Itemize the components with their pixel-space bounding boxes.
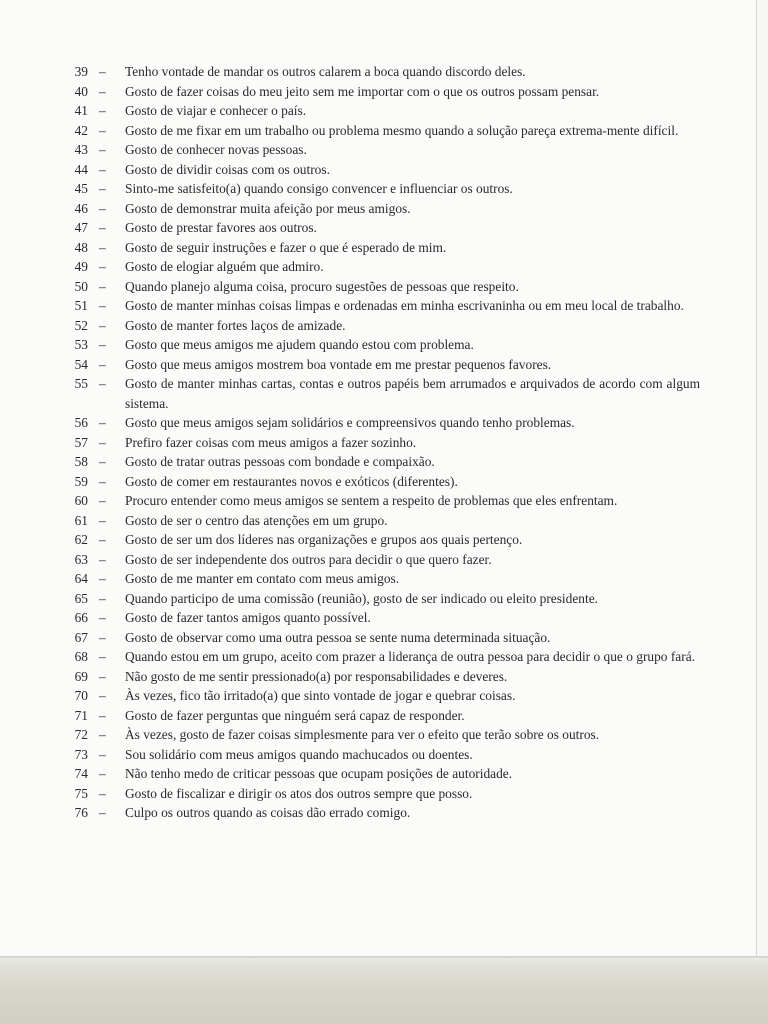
item-dash: – <box>99 493 106 508</box>
item-dash: – <box>99 454 106 469</box>
item-number: 45 <box>74 181 88 196</box>
item-dash: – <box>99 142 106 157</box>
list-item <box>0 433 700 453</box>
list-item <box>0 784 700 804</box>
item-text: Gosto de ser o centro das atenções em um grupo. <box>125 512 388 528</box>
item-dash: – <box>99 512 106 528</box>
item-number: 72 <box>74 727 88 742</box>
list-item <box>0 803 700 823</box>
item-number: 47 <box>74 220 88 235</box>
item-number: 66 <box>74 610 88 625</box>
item-text: Sou solidário com meus amigos quando machucados ou doentes. <box>125 746 473 762</box>
item-text: Gosto de fazer tantos amigos quanto possível. <box>125 610 371 625</box>
item-number: 62 <box>74 532 88 547</box>
item-dash: – <box>99 298 106 313</box>
list-item <box>0 491 700 511</box>
item-text: Gosto de seguir instruções e fazer o que é esperado de mim. <box>125 239 447 255</box>
scanner-background <box>0 958 768 1024</box>
list-item <box>0 355 700 375</box>
item-dash: – <box>99 356 106 372</box>
item-dash: – <box>99 571 106 586</box>
list-item <box>0 218 700 238</box>
item-number: 52 <box>74 317 88 333</box>
item-text: Sinto-me satisfeito(a) quando consigo convencer e influenciar os outros. <box>125 181 513 196</box>
item-dash: – <box>99 610 106 625</box>
item-text: Culpo os outros quando as coisas dão errado comigo. <box>125 805 411 820</box>
list-item <box>0 238 700 258</box>
item-number: 70 <box>74 688 88 703</box>
list-item <box>0 764 700 784</box>
item-text: Gosto de elogiar alguém que admiro. <box>125 259 324 274</box>
item-number: 55 <box>74 376 88 391</box>
list-item <box>0 335 700 355</box>
item-number: 61 <box>74 512 88 528</box>
list-item <box>0 706 700 726</box>
item-dash: – <box>99 83 106 99</box>
list-item <box>0 62 700 82</box>
item-number: 67 <box>74 629 88 645</box>
item-text: Quando planejo alguma coisa, procuro sugestões de pessoas que respeito. <box>125 278 519 294</box>
item-dash: – <box>99 688 106 703</box>
item-text: Prefiro fazer coisas com meus amigos a fazer sozinho. <box>125 434 417 450</box>
item-text: Gosto de ser independente dos outros para decidir o que quero fazer. <box>125 551 492 567</box>
list-item <box>0 725 700 745</box>
item-number: 76 <box>74 805 88 820</box>
item-text: Procuro entender como meus amigos se sentem a respeito de problemas que eles enfrentam. <box>125 493 618 508</box>
item-dash: – <box>99 668 106 684</box>
list-item <box>0 199 700 219</box>
item-dash: – <box>99 181 106 196</box>
item-dash: – <box>99 161 106 177</box>
list-item <box>0 160 700 180</box>
item-number: 60 <box>74 493 88 508</box>
item-dash: – <box>99 629 106 645</box>
list-item <box>0 530 700 550</box>
list-item <box>0 121 700 141</box>
list-item <box>0 140 700 160</box>
list-item <box>0 316 700 336</box>
item-dash: – <box>99 122 106 138</box>
item-dash: – <box>99 805 106 820</box>
item-number: 51 <box>74 298 88 313</box>
item-text: Gosto de dividir coisas com os outros. <box>125 161 330 177</box>
item-dash: – <box>99 473 106 489</box>
item-number: 65 <box>74 590 88 606</box>
item-dash: – <box>99 551 106 567</box>
list-item <box>0 257 700 277</box>
item-dash: – <box>99 376 106 391</box>
item-text: Gosto de fazer coisas do meu jeito sem me importar com o que os outros possam pensar. <box>125 83 600 99</box>
item-dash: – <box>99 337 106 352</box>
item-dash: – <box>99 64 106 79</box>
item-text: Gosto de manter minhas coisas limpas e ordenadas em minha escrivaninha ou em meu local de trabalho. <box>125 298 684 313</box>
list-item <box>0 101 700 121</box>
item-text: Gosto de manter fortes laços de amizade. <box>125 317 346 333</box>
item-number: 68 <box>74 649 88 664</box>
item-text: Às vezes, fico tão irritado(a) que sinto vontade de jogar e quebrar coisas. <box>125 688 516 703</box>
item-text: Gosto que meus amigos mostrem boa vontade em me prestar pequenos favores. <box>125 356 552 372</box>
item-number: 75 <box>74 785 88 801</box>
item-number: 53 <box>74 337 88 352</box>
item-number: 74 <box>74 766 88 781</box>
item-number: 50 <box>74 278 88 294</box>
item-number: 39 <box>74 64 88 79</box>
item-dash: – <box>99 746 106 762</box>
list-item <box>0 628 700 648</box>
list-item <box>0 472 700 492</box>
item-number: 49 <box>74 259 88 274</box>
list-item <box>0 745 700 765</box>
item-text: Gosto de me fixar em um trabalho ou problema mesmo quando a solução pareça extrema-mente difícil. <box>125 122 679 138</box>
item-number: 41 <box>74 103 88 118</box>
item-dash: – <box>99 239 106 255</box>
item-dash: – <box>99 259 106 274</box>
item-dash: – <box>99 766 106 781</box>
item-dash: – <box>99 590 106 606</box>
list-item <box>0 82 700 102</box>
list-item <box>0 686 700 706</box>
list-item <box>0 413 700 433</box>
item-number: 59 <box>74 473 88 489</box>
item-number: 46 <box>74 200 88 216</box>
item-number: 48 <box>74 239 88 255</box>
item-dash: – <box>99 434 106 450</box>
item-text: Gosto de ser um dos líderes nas organizações e grupos aos quais pertenço. <box>125 532 523 547</box>
item-text: Gosto de manter minhas cartas, contas e outros papéis bem arrumados e arquivados de acordo com algum sistema. <box>125 376 700 411</box>
list-item <box>0 647 700 667</box>
item-number: 63 <box>74 551 88 567</box>
item-text: Gosto de conhecer novas pessoas. <box>125 142 307 157</box>
list-item <box>0 277 700 297</box>
item-number: 64 <box>74 571 88 586</box>
item-number: 54 <box>74 356 88 372</box>
item-dash: – <box>99 649 106 664</box>
item-dash: – <box>99 532 106 547</box>
list-item <box>0 667 700 687</box>
item-number: 71 <box>74 707 88 723</box>
list-item <box>0 179 700 199</box>
item-number: 44 <box>74 161 88 177</box>
item-number: 57 <box>74 434 88 450</box>
item-number: 73 <box>74 746 88 762</box>
item-text: Gosto de viajar e conhecer o país. <box>125 103 307 118</box>
item-text: Tenho vontade de mandar os outros calarem a boca quando discordo deles. <box>125 64 526 79</box>
item-dash: – <box>99 317 106 333</box>
list-item <box>0 569 700 589</box>
list-item <box>0 589 700 609</box>
item-text: Às vezes, gosto de fazer coisas simplesmente para ver o efeito que terão sobre os outros. <box>125 727 600 742</box>
item-text: Gosto que meus amigos sejam solidários e compreensivos quando tenho problemas. <box>125 415 575 430</box>
item-dash: – <box>99 727 106 742</box>
item-dash: – <box>99 200 106 216</box>
item-text: Gosto de comer em restaurantes novos e exóticos (diferentes). <box>125 473 458 489</box>
item-dash: – <box>99 220 106 235</box>
item-text: Gosto de me manter em contato com meus amigos. <box>125 571 400 586</box>
item-number: 56 <box>74 415 88 430</box>
item-text: Quando estou em um grupo, aceito com prazer a liderança de outra pessoa para decidir o que o grupo fará. <box>125 649 695 664</box>
item-text: Gosto de demonstrar muita afeição por meus amigos. <box>125 200 411 216</box>
item-text: Não gosto de me sentir pressionado(a) por responsabilidades e deveres. <box>125 668 508 684</box>
item-text: Gosto de observar como uma outra pessoa se sente numa determinada situação. <box>125 629 551 645</box>
item-number: 69 <box>74 668 88 684</box>
questionnaire-item-list <box>0 62 700 823</box>
list-item <box>0 608 700 628</box>
item-number: 42 <box>74 122 88 138</box>
item-text: Gosto de prestar favores aos outros. <box>125 220 317 235</box>
item-number: 43 <box>74 142 88 157</box>
item-text: Quando participo de uma comissão (reunião), gosto de ser indicado ou eleito presidente. <box>125 590 598 606</box>
item-text: Gosto de fiscalizar e dirigir os atos dos outros sempre que posso. <box>125 785 473 801</box>
list-item <box>0 550 700 570</box>
list-item <box>0 296 700 316</box>
item-number: 58 <box>74 454 88 469</box>
item-dash: – <box>99 278 106 294</box>
list-item <box>0 374 700 413</box>
item-dash: – <box>99 707 106 723</box>
item-text: Gosto de fazer perguntas que ninguém será capaz de responder. <box>125 707 465 723</box>
item-text: Gosto de tratar outras pessoas com bondade e compaixão. <box>125 454 435 469</box>
item-text: Não tenho medo de criticar pessoas que ocupam posições de autoridade. <box>125 766 513 781</box>
list-item <box>0 452 700 472</box>
item-dash: – <box>99 103 106 118</box>
item-dash: – <box>99 785 106 801</box>
item-dash: – <box>99 415 106 430</box>
list-item <box>0 511 700 531</box>
item-text: Gosto que meus amigos me ajudem quando estou com problema. <box>125 337 474 352</box>
item-number: 40 <box>74 83 88 99</box>
